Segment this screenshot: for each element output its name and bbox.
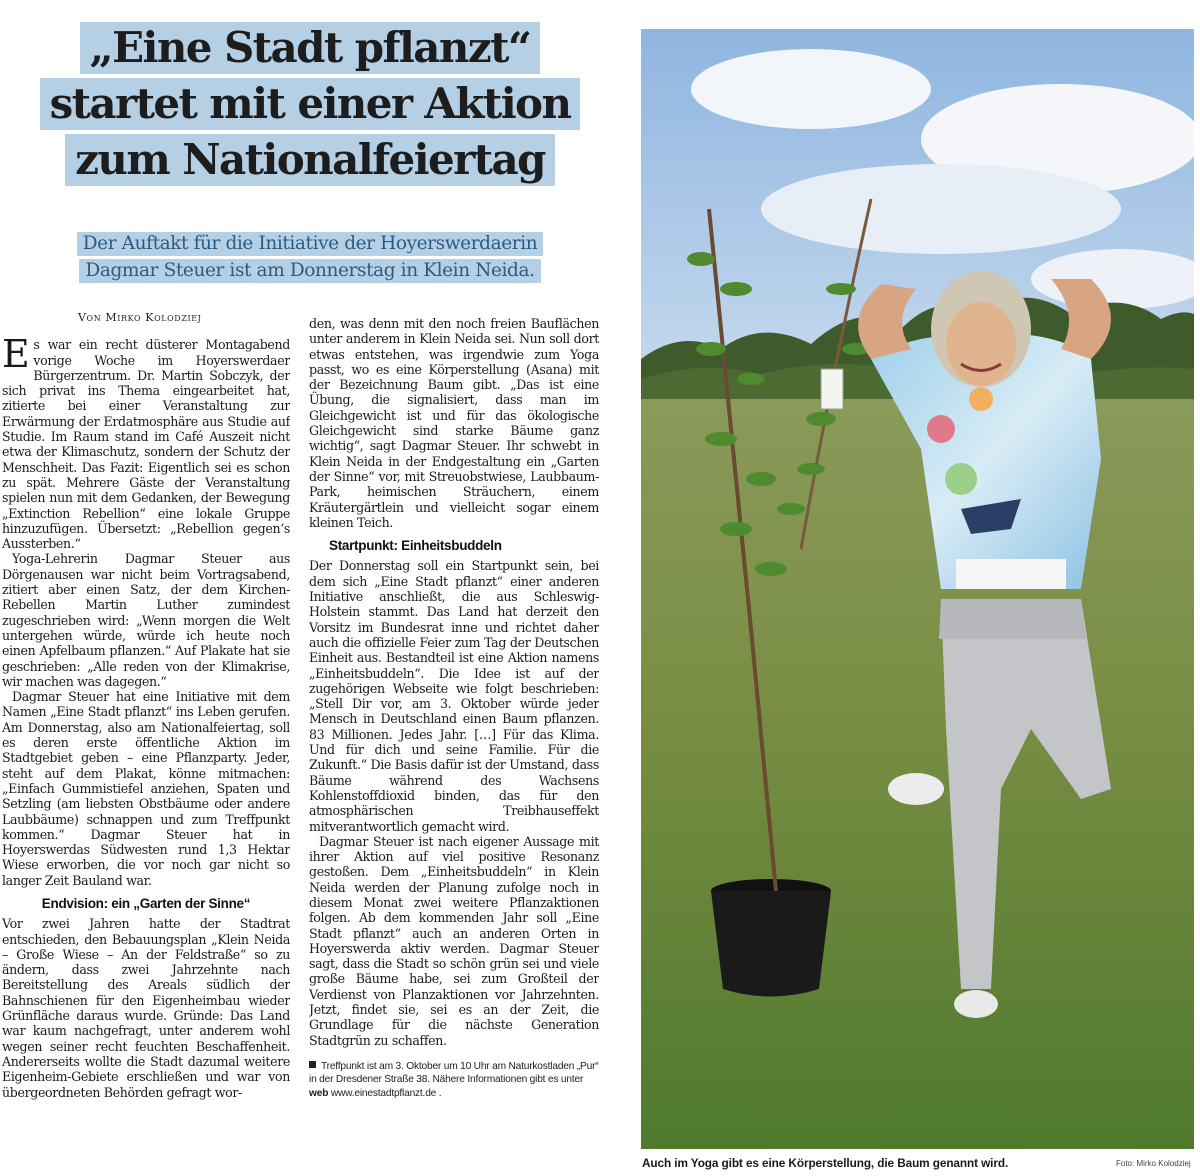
subheadline-line-1: Der Auftakt für die Initiative der Hoyerswerdaerin <box>77 232 544 256</box>
headline-line-1: „Eine Stadt pflanzt“ <box>80 22 541 74</box>
yoga-tree-pose-photo <box>641 29 1194 1149</box>
article-photo <box>641 29 1194 1149</box>
paragraph: den, was denn mit den noch freien Bauflächen unter anderem in Klein Neida sei. Nun soll dort etwas entstehen, was irgendwie zum Yoga passt, wo es eine Körperstellung (Asana) mit der Bezeichnung Baum gibt. „Das ist eine Übung, die signalisiert, dass man im Gleichgewicht ist und für das ökologische Gleichgewicht sind starke Bäume ganz wichtig“, sagt Dagmar Steuer. Ihr schwebt in Klein Neida in der Endgestaltung ein „Garten der Sinne“ vor, mit Streuobstwiese, Laubbaum-Park, heimischen Sträuchern, einem Kräutergärtlein und vielleicht sogar einem kleinen Teich. <box>309 316 599 530</box>
photo-credit: Foto: Mirko Kolodziej <box>1116 1159 1191 1168</box>
paragraph: Vor zwei Jahren hatte der Stadtrat entschieden, den Bebauungsplan „Klein Neida – Große Wiese – An der Feldstraße“ so zu ändern, dass zwei Jahrzehnte nach Bereitstellung des Areals südlich der Bahnschienen für den Eigenheimbau wieder Grünfläche daraus wurde. Gründe: Das Land war kaum nachgefragt, unter anderem wohl wegen seiner recht feuchten Beschaffenheit. Andererseits wollte die Stadt dazumal weitere Eigenheim-Gebiete erschließen und war von übergeordneten Behörden gefragt wor- <box>2 916 290 1100</box>
headline <box>30 22 590 190</box>
info-text: Treffpunkt ist am 3. Oktober um 10 Uhr am Naturkostladen „Pur“ in der Dresdener Straße 38. Nähere Informationen gibt es unter <box>309 1060 599 1086</box>
byline: Von Mirko Kolodziej <box>78 311 202 324</box>
subheadline-line-2: Dagmar Steuer ist am Donnerstag in Klein Neida. <box>79 259 540 283</box>
headline-line-3: zum Nationalfeiertag <box>65 134 555 186</box>
info-box <box>309 1060 599 1101</box>
article-column-1 <box>2 310 290 1176</box>
paragraph: Dagmar Steuer hat eine Initiative mit dem Namen „Eine Stadt pflanzt“ ins Leben gerufen. Am Donnerstag, also am Nationalfeiertag, soll es deren erste öffentliche Aktion im Stadtgebiet geben – eine Pflanzparty. Jeder, steht auf dem Plakat, könne mitmachen: „Einfach Gummistiefel anziehen, Spaten und Setzling (am liebsten Obstbäume oder andere Laubbäume) schnappen und zum Treffpunkt kommen.“ Dagmar Steuer hat in Hoyerswerdas Südwesten rund 1,3 Hektar Wiese erworben, die vor noch gar nicht so langer Zeit Bauland war. <box>2 689 290 888</box>
section-heading: Startpunkt: Einheitsbuddeln <box>329 538 502 554</box>
paragraph <box>2 332 290 552</box>
photo-caption: Auch im Yoga gibt es eine Körperstellung, die Baum genannt wird. <box>642 1156 1009 1170</box>
paragraph: Dagmar Steuer ist nach eigener Aussage mit ihrer Aktion auf viel positive Resonanz gestoßen. Dem „Einheitsbuddeln“ in Klein Neida werden der Planung zufolge noch in diesem Monat zwei weitere Pflanzaktionen folgen. Ab dem kommenden Jahr soll „Eine Stadt pflanzt“ auch an anderen Orten in Hoyerswerda aktiv werden. Dagmar Steuer sagt, dass die Stadt so schön grün sei und viele große Bäume habe, sei zum Großteil der Verdienst von Planzaktionen vor Jahrzehnten. Jetzt, findet sie, sei es an der Zeit, die Grundlage für die nächste Generation Stadtgrün zu schaffen. <box>309 833 599 1048</box>
paragraph-text: s war ein recht düsterer Montagabend vorige Woche im Hoyerswerdaer Bürgerzentrum. Dr. Martin Sobczyk, der sich privat ins Thema eingearbeitet hat, zitierte bei einer Veranstaltung zur Erwärmung der Erdatmosphäre aus Studie auf Studie. Im Raum stand im Café Auszeit nicht etwa der Klimaschutz, sondern der Schutz der Menschheit. Das Fazit: Eigentlich sei es schon zu spät. Mehrere Gäste der Veranstaltung spielen nun mit dem Gedanken, der Bewegung „Extinction Rebellion“ eine lokale Gruppe hinzuzufügen. Übersetzt: „Rebellion gegen‘s Aussterben.“ <box>2 337 290 552</box>
subheadline <box>30 232 590 286</box>
paragraph: Yoga-Lehrerin Dagmar Steuer aus Dörgenausen war nicht beim Vortragsabend, zitiert aber einen Satz, der dem Kirchen-Rebellen Martin Luther zumindest zugeschrieben wird: „Wenn morgen die Welt untergehen würde, würde ich heute noch einen Apfelbaum pflanzen.“ Auf Plakate hat sie geschrieben: „Alle reden von der Klimakrise, wir machen was dagegen.“ <box>2 551 290 689</box>
section-heading: Endvision: ein „Garten der Sinne“ <box>41 895 251 911</box>
square-bullet-icon <box>309 1061 316 1068</box>
article-column-2 <box>309 316 599 1176</box>
paragraph: Der Donnerstag soll ein Startpunkt sein, bei dem sich „Eine Stadt pflanzt“ einer anderen Initiative anschließt, die aus Schleswig-Holstein stammt. Das Land hat derzeit den Vorsitz im Bundesrat inne und richtet daher auch die offizielle Feier zum Tag der Deutschen Einheit aus. Bestandteil ist eine Aktion namens „Einheitsbuddeln“. Die Idee ist auf der zugehörigen Webseite wie folgt beschrieben: „Stell Dir vor, am 3. Oktober würde jeder Mensch in Deutschland einen Baum pflanzen. 83 Millionen. Jedes Jahr. […] Für das Klima. Und für dich und seine Familie. Für die Zukunft.“ Die Basis dafür ist der Umstand, dass Bäume während des Wachsens Kohlenstoffdioxid binden, das für den atmosphärischen Treibhauseffekt mitverantwortlich gemacht wird. <box>309 558 599 834</box>
drop-cap: E <box>2 332 30 377</box>
info-url[interactable]: www.einestadtpflanzt.de . <box>330 1087 442 1099</box>
web-label: web <box>309 1087 329 1099</box>
headline-line-2: startet mit einer Aktion <box>40 78 581 130</box>
